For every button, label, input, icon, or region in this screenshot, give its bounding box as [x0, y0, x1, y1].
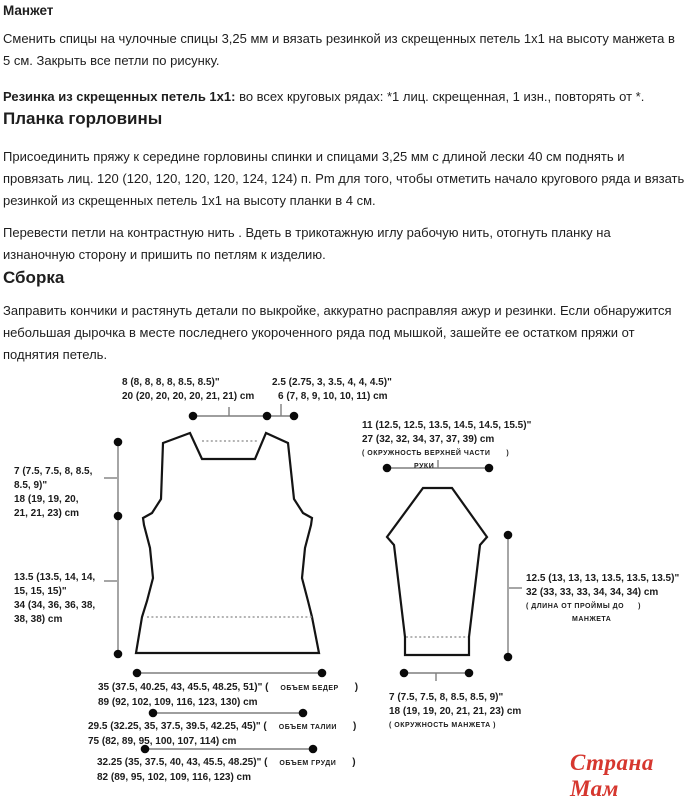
sleeve-length-caption-close: )	[638, 603, 641, 610]
armhole-depth-cm-2: 21, 21, 23) cm	[14, 508, 80, 519]
armhole-depth-inches-2: 8.5, 9)"	[14, 480, 48, 491]
chest-cm: 82 (89, 95, 102, 109, 116, 123) cm	[97, 772, 252, 783]
assembly-heading: Сборка	[3, 268, 65, 287]
hip-caption: ОБЪЕМ БЕДЕР	[280, 685, 339, 692]
assembly-paragraph-line-2: небольшая дырочка в месте последнего укороченного ряда под мышкой, зашейте ее остатком пряжи от	[3, 325, 635, 340]
sleeve-upper-cm: 27 (32, 32, 34, 37, 37, 39) cm	[362, 434, 495, 445]
body-outline	[136, 433, 319, 653]
cuff-inches: 7 (7.5, 7.5, 8, 8.5, 8.5, 9)"	[389, 692, 504, 703]
site-watermark: Страна Мам	[570, 750, 654, 801]
sleeve-length-caption-2: МАНЖЕТА	[572, 616, 612, 623]
body-length-label	[14, 571, 95, 627]
neckband-heading: Планка горловины	[3, 109, 163, 128]
hip-cm: 89 (92, 102, 109, 116, 123, 130) cm	[98, 697, 258, 708]
cuff-circumference-label	[389, 691, 521, 732]
transfer-paragraph-line-1: Перевести петли на контрастную нить . Вдеть в трикотажную иглу рабочую нить, отогнуть планку на	[3, 225, 611, 240]
body-top-measure-line	[189, 404, 299, 420]
sleeve-upper-inches: 11 (12.5, 12.5, 13.5, 14.5, 14.5, 15.5)"	[362, 420, 532, 431]
sleeve-cuff-measure-line	[400, 669, 474, 681]
body-length-inches-1: 13.5 (13.5, 14, 14,	[14, 572, 96, 583]
armhole-depth-inches-1: 7 (7.5, 7.5, 8, 8.5,	[14, 466, 93, 477]
transfer-paragraph-line-2: изнаночную сторону и пришить по петлям к изделию.	[3, 247, 326, 262]
body-left-measure-line	[104, 438, 122, 659]
assembly-paragraph-line-1: Заправить кончики и растянуть детали по выкройке, аккуратно расправляя ажур и резинки. Если обнаружится	[3, 303, 672, 318]
body-top-width-cm: 20 (20, 20, 20, 20, 21, 21) cm	[122, 391, 255, 402]
chest-circumference-label	[97, 756, 356, 785]
sleeve-upper-caption-close: )	[506, 450, 510, 457]
sleeve-length-inches: 12.5 (13, 13, 13, 13.5, 13.5, 13.5)"	[526, 573, 680, 584]
hip-circumference-label	[98, 681, 358, 710]
armhole-depth-label	[14, 465, 92, 521]
cuff-paragraph-line-2: 5 см. Закрыть все петли по рисунку.	[3, 53, 220, 68]
cuff-heading: Манжет	[3, 3, 54, 18]
body-length-cm-1: 34 (34, 36, 36, 38,	[14, 600, 96, 611]
waist-inches: 29.5 (32.25, 35, 37.5, 39.5, 42.25, 45)" (	[88, 721, 267, 732]
body-top-width-label	[122, 376, 254, 404]
neckband-paragraph-line-2: провязать лиц. 120 (120, 120, 120, 120, 124, 124) п. Pm для того, чтобы отметить начало кругового ряда и вязать	[3, 171, 685, 186]
rib-definition-text: во всех круговых рядах: *1 лиц. скрещенная, 1 изн., повторять от *.	[235, 89, 645, 104]
neckband-paragraph-line-1: Присоединить пряжу к середине горловины спинки и спицами 3,25 мм с длиной лески 40 см поднять и	[3, 149, 625, 164]
hip-measure-line	[133, 669, 327, 678]
rib-definition-term: Резинка из скрещенных петель 1х1:	[3, 89, 236, 104]
body-length-cm-2: 38, 38) cm	[14, 614, 63, 625]
sleeve-outline	[387, 488, 487, 655]
chest-caption: ОБЪЕМ ГРУДИ	[279, 760, 337, 767]
strap-width-label	[272, 376, 392, 404]
sleeve-length-cm: 32 (33, 33, 33, 34, 34, 34) cm	[526, 587, 659, 598]
armhole-depth-cm-1: 18 (19, 19, 20,	[14, 494, 79, 505]
sleeve-length-label	[526, 572, 679, 626]
body-top-width-inches: 8 (8, 8, 8, 8, 8.5, 8.5)"	[122, 377, 220, 388]
body-length-inches-2: 15, 15, 15)"	[14, 586, 67, 597]
assembly-paragraph-line-3: поднятия петель.	[3, 347, 108, 362]
waist-caption: ОБЪЕМ ТАЛИИ	[278, 724, 337, 731]
waist-caption-close: )	[352, 721, 357, 732]
hip-caption-close: )	[354, 682, 359, 693]
strap-width-inches: 2.5 (2.75, 3, 3.5, 4, 4, 4.5)"	[272, 377, 392, 388]
waist-cm: 75 (82, 89, 95, 100, 107, 114) cm	[88, 736, 237, 747]
hip-inches: 35 (37.5, 40.25, 43, 45.5, 48.25, 51)" (	[98, 682, 269, 693]
cuff-cm: 18 (19, 19, 20, 21, 21, 23) cm	[389, 706, 522, 717]
chest-inches: 32.25 (35, 37.5, 40, 43, 45.5, 48.25)" (	[97, 757, 268, 768]
sleeve-upper-caption-2: РУКИ	[414, 463, 435, 470]
neckband-paragraph-line-3: резинкой из скрещенных петель 1х1 на высоту планки в 4 см.	[3, 193, 376, 208]
sleeve-upper-caption: ( ОКРУЖНОСТЬ ВЕРХНЕЙ ЧАСТИ	[362, 450, 491, 457]
strap-width-cm: 6 (7, 8, 9, 10, 10, 11) cm	[278, 391, 388, 402]
rib-definition-line	[3, 88, 644, 105]
chest-caption-close: )	[352, 757, 356, 768]
sleeve-upper-label	[362, 419, 531, 473]
sleeve-length-measure-line	[504, 531, 522, 662]
waist-circumference-label	[88, 720, 356, 749]
cuff-caption: ( ОКРУЖНОСТЬ МАНЖЕТА )	[389, 722, 496, 729]
sleeve-length-caption: ( ДЛИНА ОТ ПРОЙМЫ ДО	[526, 603, 625, 610]
cuff-paragraph-line-1: Сменить спицы на чулочные спицы 3,25 мм и вязать резинкой из скрещенных петель 1х1 на высоту манжета в	[3, 31, 675, 46]
